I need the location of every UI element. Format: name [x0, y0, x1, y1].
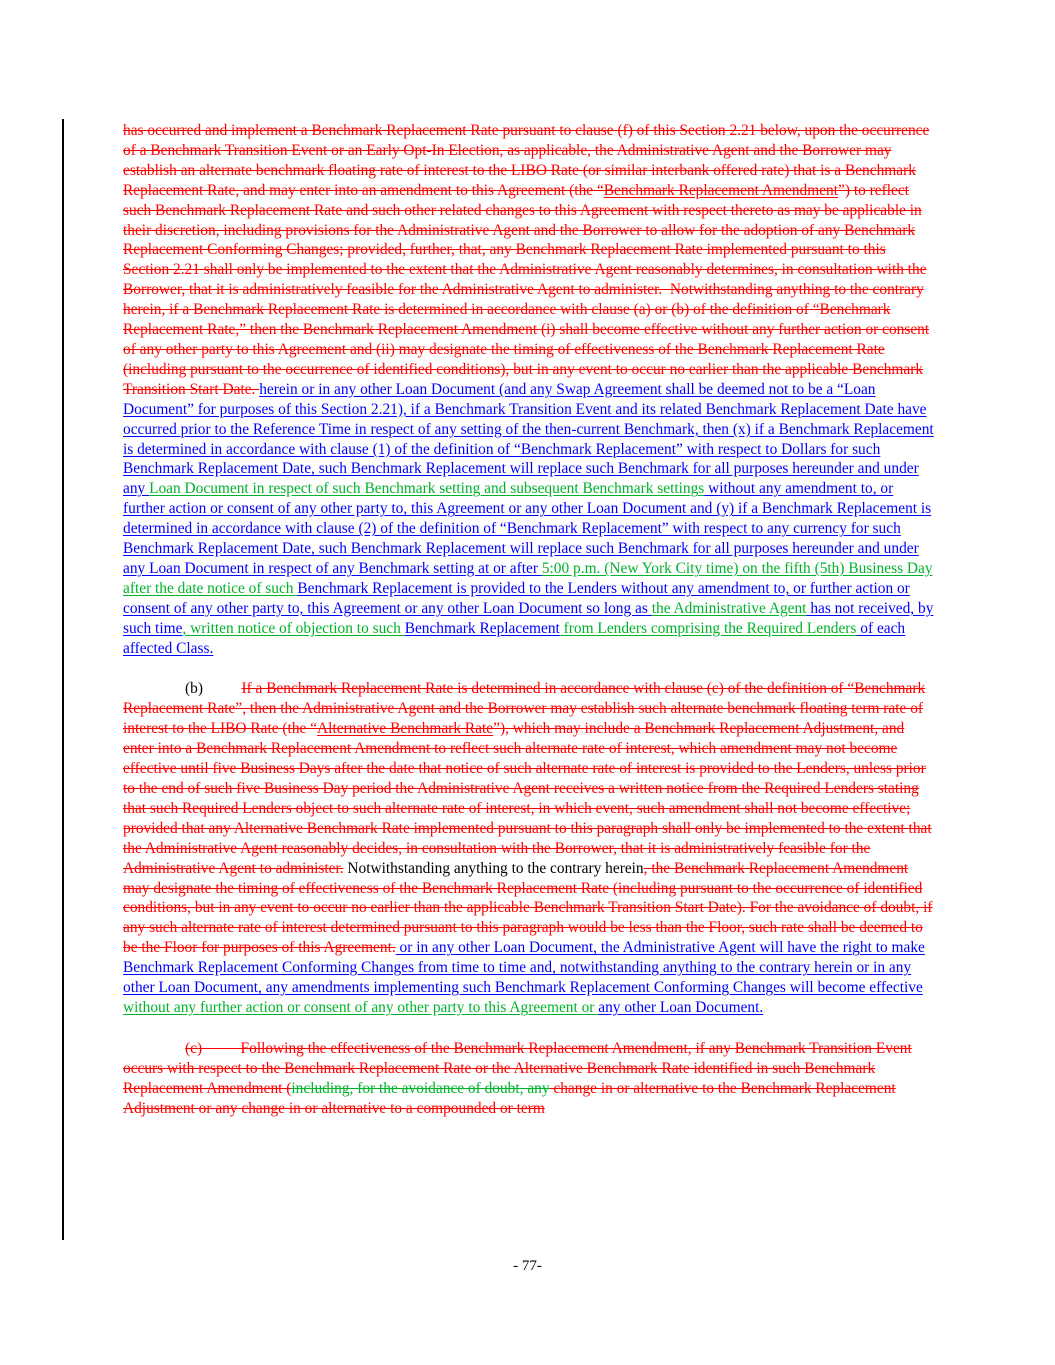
unchanged-text-run: Notwithstanding anything to the contrary herein — [343, 859, 644, 877]
inserted-text-run: any other Loan Document. — [598, 998, 764, 1016]
continuation-paragraph — [123, 121, 935, 658]
deleted-text-run: ”), which may include a Benchmark Replacement Adjustment, and enter into a Benchmark Replacement Amendment to reflect such alternate rate of interest, which amendment may not become effective until five Business Days after the date that notice of such alternate rate of interest is provided to the Lenders, unless prior to the end of such five Business Day period the Administrative Agent receives a written notice from the Required Lenders stating that such Required Lenders object to such alternate rate of interest, in which event, such amendment shall not become effective; provided that any Alternative Benchmark Rate implemented pursuant to this paragraph shall only be implemented to the extent that the Administrative Agent reasonably decides, in consultation with the Borrower, that it is administratively feasible for the Administrative Agent to administer. — [123, 720, 932, 877]
deleted-text-run: change in or alternative to the Benchmark Replacement Adjustment or any change in or alternative to a compounded or term — [123, 1079, 896, 1117]
inserted-text-run: Benchmark Replacement — [404, 619, 560, 637]
page-number: - 77- — [513, 1258, 542, 1274]
inserted-text-run-secondary: the Administrative Agent — [651, 599, 807, 617]
inserted-text-run: or in any other Loan Document, the Administrative Agent will have the right to make Benchmark Replacement Conforming Changes from time to time and, notwithstanding anything to the contrary herein or in any other Loan Document, any amendments implementing such Benchmark Replacement Conforming Changes will become effective — [123, 939, 925, 997]
paragraph-b — [123, 679, 935, 1017]
paragraph-c — [123, 1039, 935, 1119]
inserted-text-run: has not received, by such time — [123, 599, 934, 637]
inserted-text-run-secondary: , written notice of objection to such — [182, 619, 405, 637]
revision-change-bar — [62, 119, 64, 1240]
inserted-text-run: of each affected Class. — [123, 619, 906, 657]
unchanged-text-run: (b) — [185, 680, 242, 698]
inserted-text-run: Benchmark Replacement is provided to the Lenders without any amendment to, or further action or consent of any other party to, this Agreement or any other Loan Document so long as — [123, 579, 910, 617]
document-body — [123, 121, 935, 1140]
deleted-text-run: , the Benchmark Replacement Amendment may designate the timing of effectiveness of the Benchmark Replacement Rate (including pursuant to the occurrence of identified conditions, but in any event to occur no earlier than the applicable Benchmark Transition Start Date). For the avoidance of doubt, if any such alternate rate of interest determined pursuant to this paragraph would be less than the Floor, such rate shall be deemed to be the Floor for purposes of this Agreement. — [123, 859, 933, 957]
inserted-text-run: without any amendment to, or further action or consent of any other party to, this Agreement or any other Loan Document and (y) if a Benchmark Replacement is determined in accordance with clause (2) of the definition of “Benchmark Replacement” with respect to any currency for such Benchmark Replacement Date, such Benchmark Replacement will replace such Benchmark for all purposes hereunder and under any Loan Document in respect of any Benchmark setting at or after — [123, 480, 932, 577]
inserted-text-run-secondary: from Lenders comprising the Required Lenders — [559, 619, 857, 637]
deleted-defined-term-run: Benchmark Replacement Amendment — [603, 181, 839, 199]
inserted-text-run: herein or in any other Loan Document (and any Swap Agreement shall be deemed not to be a “Loan Document” for purposes of this Section 2.21), if a Benchmark Transition Event and its related Benchmark Replacement Date have occurred prior to the Reference Time in respect of any setting of the then-current Benchmark, then (x) if a Benchmark Replacement is determined in accordance with clause (1) of the definition of “Benchmark Replacement” with respect to Dollars for such Benchmark Replacement Date, such Benchmark Replacement will replace such Benchmark for all purposes hereunder and under any — [123, 380, 934, 498]
deleted-text-run: If a Benchmark Replacement Rate is determined in accordance with clause (c) of the definition of “Benchmark Replacement Rate”, then the Administrative Agent and the Borrower may establish such alternate benchmark floating term rate of interest to the LIBO Rate (the “ — [123, 680, 926, 738]
deleted-text-run: has occurred and implement a Benchmark Replacement Rate pursuant to clause (f) of this Section 2.21 below, upon the occurrence of a Benchmark Transition Event or an Early Opt-In Election, as applicable, the Administrative Agent and the Borrower may establish an alternate benchmark floating rate of interest to the LIBO Rate (or similar interbank offered rate) that is a Benchmark Replacement Rate, and may enter into an amendment to this Agreement (the “ — [123, 122, 930, 199]
deleted-text-run-secondary: including, for the avoidance of doubt, any — [291, 1079, 550, 1097]
deleted-defined-term-run: Alternative Benchmark Rate — [317, 720, 494, 738]
deleted-text-run: (c) Following the effectiveness of the Benchmark Replacement Amendment, if any Benchmark Transition Event occurs with respect to the Benchmark Replacement Rate or the Alternative Benchmark Rate identified in such Benchmark Replacement Amendment ( — [123, 1039, 912, 1097]
inserted-text-run-secondary: Loan Document in respect of such Benchmark setting and subsequent Benchmark settings — [149, 480, 705, 498]
inserted-text-run-secondary: without any further action or consent of any other party to this Agreement or — [123, 998, 599, 1016]
inserted-text-run-secondary: 5:00 p.m. (New York City time) on the fifth (5th) Business Day after the date notice of such — [123, 559, 933, 597]
deleted-text-run: ”) to reflect such Benchmark Replacement Rate and such other related changes to this Agreement with respect thereto as may be applicable in their discretion, including provisions for the Administrative Agent and the Borrower to allow for the adoption of any Benchmark Replacement Conforming Changes; provided, further, that, any Benchmark Replacement Rate implemented pursuant to this Section 2.21 shall only be implemented to the extent that the Administrative Agent reasonably determines, in consultation with the Borrower, that it is administratively feasible for the Administrative Agent to administer. Notwithstanding anything to the contrary herein, if a Benchmark Replacement Rate is determined in accordance with clause (a) or (b) of the definition of “Benchmark Replacement Rate,” then the Benchmark Replacement Amendment (i) shall become effective without any further action or consent of any other party to this Agreement and (ii) may designate the timing of effectiveness of the Benchmark Replacement Rate (including pursuant to the occurrence of identified conditions), but in any event to occur no earlier than the applicable Benchmark Transition Start Date. — [123, 181, 930, 398]
